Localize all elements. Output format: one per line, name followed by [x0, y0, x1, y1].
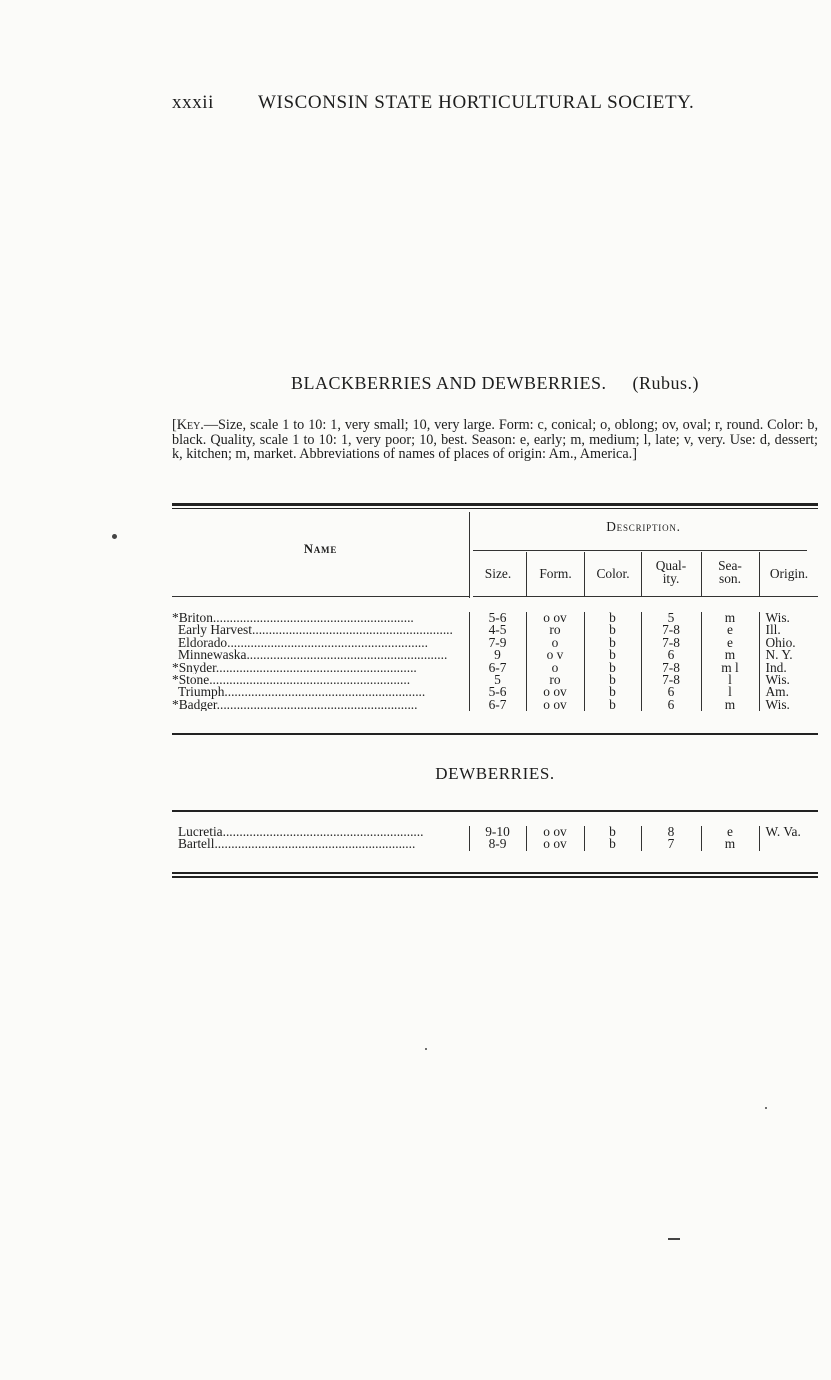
cell-size: 5 [469, 674, 526, 686]
cell-color: b [584, 686, 641, 698]
cell-season: m [701, 699, 759, 711]
cell-form: o ov [526, 686, 584, 698]
cell-season: l [701, 686, 759, 698]
dot-leader: ............................................................ [212, 612, 414, 625]
cell-color: b [584, 637, 641, 649]
variety-name: *Stone [172, 674, 210, 687]
variety-name: *Briton [172, 612, 213, 625]
description-heading: Description. [606, 519, 681, 534]
table-row [172, 838, 818, 850]
variety-name: *Snyder [172, 661, 216, 675]
table-top-rule-thin [172, 508, 818, 509]
running-title: WISCONSIN STATE HORTICULTURAL SOCIETY. [258, 92, 695, 113]
col-head-quality: Qual- ity. [655, 558, 687, 586]
variety-name: Triumph [178, 686, 225, 699]
cell-quality: 7-8 [641, 624, 701, 636]
variety-name: *Badger [172, 698, 217, 712]
cell-size: 9-10 [469, 826, 526, 838]
cell-origin: Wis. [759, 612, 818, 624]
key-text: —Size, scale 1 to 10: 1, very small; 10, very large. Form: c, conical; o, oblong; ov, oval; r, round. Color: b, black. Quality, scale 1 to 10: 1, very poor; 10, best. Season: e, early; m, medium; l, late; v, very. Use: d, dessert; k, kitchen; m, market. Abbreviations of names of places of origin: Am., America.] [172, 417, 818, 462]
blackberries-bottom-rule [172, 733, 818, 735]
dot-leader: ............................................................ [227, 636, 428, 650]
cell-size: 6-7 [469, 662, 526, 674]
variety-name: Eldorado [178, 636, 228, 650]
dewberries-title: DEWBERRIES. [435, 764, 555, 783]
dot-leader: ............................................................ [246, 649, 448, 662]
dewberries-top-rule [172, 810, 818, 812]
column-heading-rule [473, 596, 818, 597]
cell-color: b [584, 826, 641, 838]
cell-quality: 5 [641, 612, 701, 624]
name-heading-rule [172, 596, 469, 597]
col-head-color: Color. [596, 566, 630, 581]
cell-origin: W. Va. [759, 826, 818, 838]
dot-leader: ............................................................ [215, 661, 417, 675]
ink-speck [668, 1238, 680, 1240]
cell-origin: Wis. [759, 699, 818, 711]
dot-leader: ............................................................ [252, 624, 453, 637]
key-lead: [Key. [172, 417, 204, 433]
ink-speck [425, 1048, 427, 1050]
cell-season: m [701, 649, 759, 661]
cell-quality: 7-8 [641, 674, 701, 686]
cell-origin: Ohio. [759, 637, 818, 649]
cell-form: o ov [526, 699, 584, 711]
cell-color: b [584, 838, 641, 850]
cell-form: o [526, 662, 584, 674]
cell-color: b [584, 612, 641, 624]
cell-size: 5-6 [469, 612, 526, 624]
cell-quality: 6 [641, 649, 701, 661]
dot-leader: ............................................................ [214, 838, 416, 851]
cell-size: 5-6 [469, 686, 526, 698]
cell-quality: 7-8 [641, 662, 701, 674]
cell-season: m [701, 838, 759, 850]
cell-origin: N. Y. [759, 649, 818, 661]
cell-origin: Wis. [759, 674, 818, 686]
key-note [172, 418, 818, 462]
section-title-main: BLACKBERRIES AND DEWBERRIES. [290, 373, 607, 393]
col-head-origin: Origin. [769, 566, 809, 581]
cell-origin: Ind. [759, 662, 818, 674]
cell-quality: 7-8 [641, 637, 701, 649]
variety-name: Minnewaska [178, 649, 247, 662]
table-row [172, 699, 818, 711]
cell-quality: 7 [641, 838, 701, 850]
cell-form: o v [526, 649, 584, 661]
cell-form: o [526, 637, 584, 649]
cell-season: m l [701, 662, 759, 674]
col-head-season: Sea- son. [718, 558, 742, 586]
cell-quality: 6 [641, 686, 701, 698]
running-head [172, 92, 752, 114]
cell-origin [759, 838, 818, 850]
col-divider [641, 552, 642, 596]
section-title [172, 373, 818, 394]
dewberries-table [172, 826, 818, 851]
cell-season: m [701, 612, 759, 624]
cell-color: b [584, 649, 641, 661]
cell-size: 9 [469, 649, 526, 661]
cell-size: 6-7 [469, 699, 526, 711]
cell-quality: 6 [641, 699, 701, 711]
dewberries-bottom-rule [172, 872, 818, 874]
table-top-rule [172, 503, 818, 506]
col-divider [701, 552, 702, 596]
col-head-form: Form. [539, 566, 572, 581]
cell-color: b [584, 699, 641, 711]
cell-quality: 8 [641, 826, 701, 838]
cell-form: o ov [526, 838, 584, 850]
description-rule [473, 550, 807, 551]
cell-color: b [584, 624, 641, 636]
cell-size: 7-9 [469, 637, 526, 649]
name-heading: Name [303, 542, 338, 556]
variety-name: Lucretia [178, 826, 223, 839]
cell-origin: Am. [759, 686, 818, 698]
blackberries-table [172, 612, 818, 711]
ink-speck [112, 534, 117, 539]
dot-leader: ............................................................ [216, 698, 418, 712]
cell-season: e [701, 624, 759, 636]
cell-season: e [701, 826, 759, 838]
cell-form: o ov [526, 612, 584, 624]
variety-name: Early Harvest [178, 624, 252, 637]
cell-season: e [701, 637, 759, 649]
dot-leader: ............................................................ [222, 826, 424, 839]
cell-color: b [584, 674, 641, 686]
dot-leader: ............................................................ [224, 686, 426, 699]
section-title-latin: (Rubus.) [632, 373, 700, 393]
cell-form: ro [526, 674, 584, 686]
cell-size: 4-5 [469, 624, 526, 636]
dot-leader: ............................................................ [209, 674, 411, 687]
dewberries-bottom-rule-2 [172, 876, 818, 878]
cell-size: 8-9 [469, 838, 526, 850]
cell-season: l [701, 674, 759, 686]
cell-color: b [584, 662, 641, 674]
page-number: xxxii [172, 92, 215, 113]
variety-name: Bartell [178, 838, 215, 851]
cell-form: ro [526, 624, 584, 636]
col-head-size: Size. [484, 566, 512, 581]
cell-form: o ov [526, 826, 584, 838]
ink-speck [765, 1107, 767, 1109]
cell-origin: Ill. [759, 624, 818, 636]
